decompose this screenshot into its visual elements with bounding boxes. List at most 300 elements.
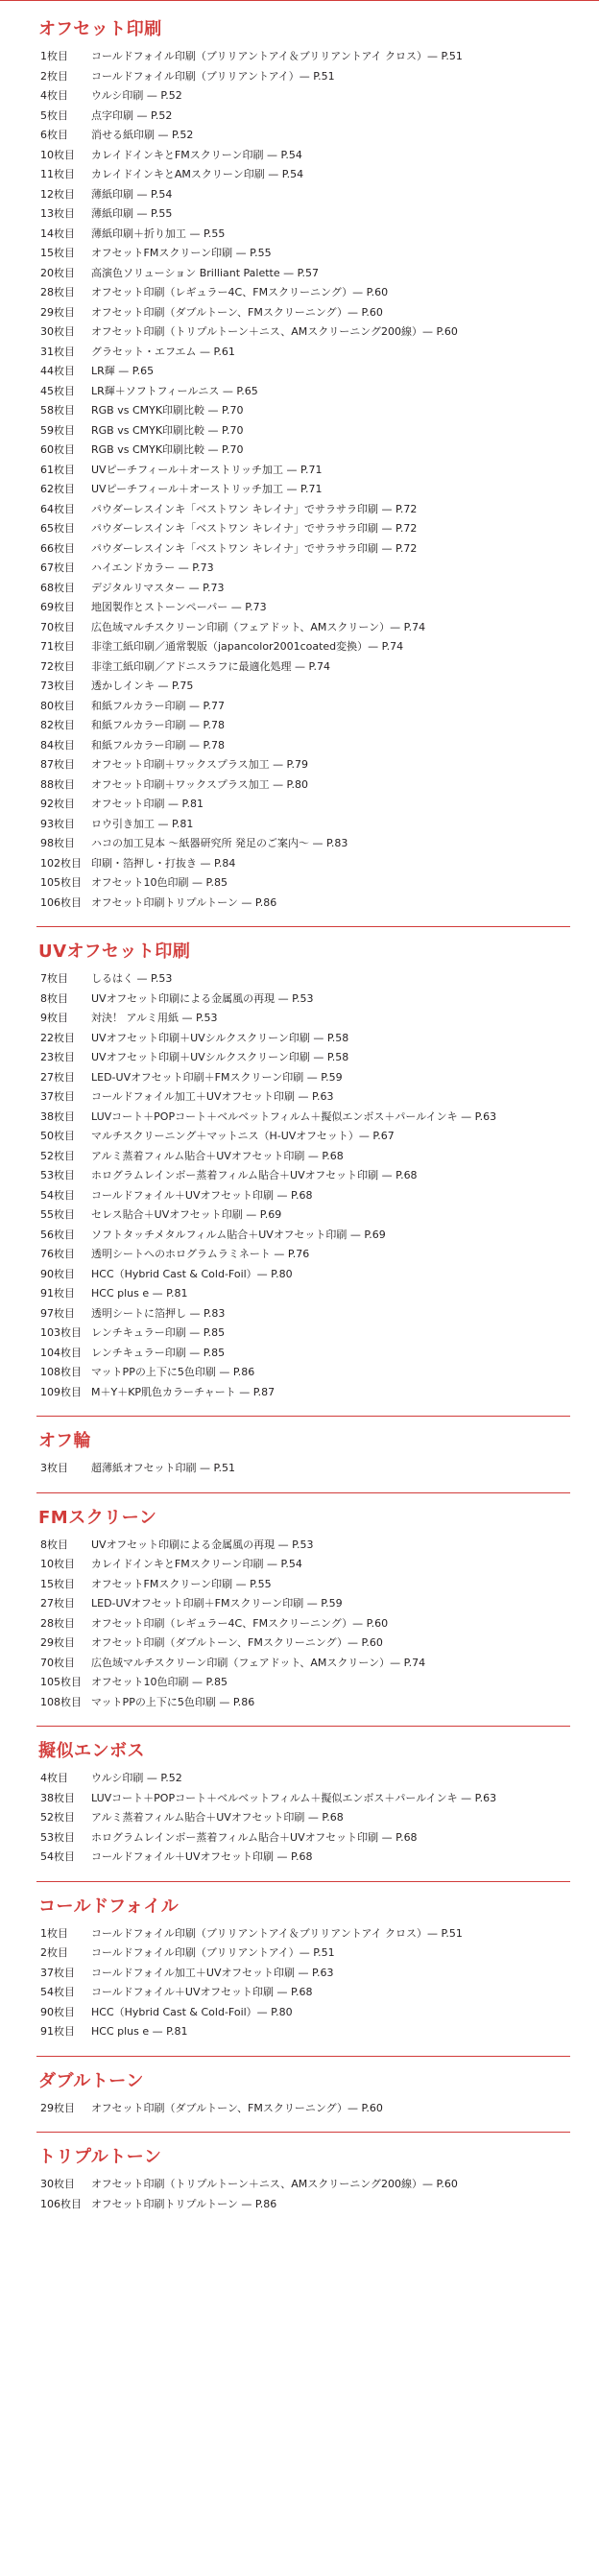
list-item — [36, 2003, 570, 2023]
list-item — [36, 1594, 570, 1614]
list-item — [36, 1029, 570, 1049]
sheet-number: 102枚目 — [40, 856, 82, 870]
section-divider — [36, 926, 570, 927]
list-item — [36, 1944, 570, 1964]
entry-text: セレス貼合＋UVオフセット印刷 — P.69 — [91, 1208, 282, 1221]
list-item — [36, 382, 570, 402]
entry-text: ハイエンドカラー — P.73 — [91, 561, 214, 574]
sheet-number: 28枚目 — [40, 1616, 75, 1630]
sheet-number: 30枚目 — [40, 325, 75, 338]
sheet-number: 53枚目 — [40, 1169, 75, 1181]
entry-text: オフセット10色印刷 — P.85 — [91, 876, 228, 889]
sheet-number: 50枚目 — [40, 1130, 75, 1142]
entry-text: レンチキュラー印刷 — P.85 — [91, 1346, 226, 1359]
entry-text: オフセット印刷（ダブルトーン、FMスクリーニング）— P.60 — [91, 1636, 383, 1649]
sheet-number: 20枚目 — [40, 266, 75, 279]
list-item — [36, 1344, 570, 1364]
entry-text: 地図製作とストーンペーパー — P.73 — [91, 601, 267, 613]
entry-list — [36, 1459, 570, 1479]
entry-text: しるはく — P.53 — [91, 972, 173, 985]
list-item — [36, 1964, 570, 1984]
sheet-number: 10枚目 — [40, 1558, 75, 1570]
sheet-number: 4枚目 — [40, 1772, 68, 1784]
list-item — [36, 1693, 570, 1713]
index-section — [36, 2070, 570, 2134]
entry-text: 高演色ソリューション Brilliant Palette — P.57 — [91, 266, 320, 279]
sheet-number: 97枚目 — [40, 1306, 75, 1320]
list-item — [36, 775, 570, 796]
list-item — [36, 1265, 570, 1285]
sheet-number: 105枚目 — [40, 876, 82, 889]
sheet-number: 72枚目 — [40, 659, 75, 673]
sheet-number: 67枚目 — [40, 561, 75, 574]
list-item — [36, 1614, 570, 1634]
list-item — [36, 755, 570, 775]
sheet-number: 52枚目 — [40, 1811, 75, 1824]
sheet-number: 2枚目 — [40, 1946, 68, 1959]
entry-text: ハコの加工見本 〜紙器研究所 発足のご案内〜 — P.83 — [91, 837, 348, 849]
sheet-number: 23枚目 — [40, 1051, 75, 1063]
sheet-number: 37枚目 — [40, 1090, 75, 1103]
list-item — [36, 1284, 570, 1304]
sheet-number: 10枚目 — [40, 148, 75, 161]
entry-text: オフセットFMスクリーン印刷 — P.55 — [91, 247, 272, 259]
entry-text: 和紙フルカラー印刷 — P.78 — [91, 738, 225, 751]
entry-text: M＋Y＋KP肌色カラーチャート — P.87 — [91, 1385, 276, 1398]
sheet-number: 7枚目 — [40, 972, 68, 985]
sheet-number: 27枚目 — [40, 1070, 75, 1084]
list-item — [36, 1304, 570, 1324]
entry-text: オフセット10色印刷 — P.85 — [91, 1676, 228, 1688]
sheet-number: 68枚目 — [40, 581, 75, 594]
entry-text: アルミ蒸着フィルム貼合＋UVオフセット印刷 — P.68 — [91, 1811, 344, 1824]
list-item — [36, 598, 570, 618]
list-item — [36, 1983, 570, 2003]
entry-text: 消せる紙印刷 — P.52 — [91, 129, 194, 141]
sheet-number: 56枚目 — [40, 1228, 75, 1241]
list-item — [36, 225, 570, 245]
sheet-number: 71枚目 — [40, 640, 75, 653]
list-item — [36, 1828, 570, 1849]
sheet-number: 87枚目 — [40, 758, 75, 771]
entry-text: 超薄紙オフセット印刷 — P.51 — [91, 1462, 235, 1474]
sheet-number: 58枚目 — [40, 404, 75, 417]
list-item — [36, 500, 570, 520]
list-item — [36, 1127, 570, 1147]
list-item — [36, 461, 570, 481]
list-item — [36, 969, 570, 990]
sheet-number: 90枚目 — [40, 2005, 75, 2018]
list-item — [36, 126, 570, 146]
sheet-number: 64枚目 — [40, 502, 75, 515]
sheet-number: 8枚目 — [40, 1538, 68, 1551]
list-item — [36, 894, 570, 914]
entry-text: オフセット印刷（レギュラー4C、FMスクリーニング）— P.60 — [91, 1616, 389, 1630]
list-item — [36, 1147, 570, 1167]
sheet-number: 104枚目 — [40, 1346, 82, 1359]
entry-text: UVオフセット印刷＋UVシルクスクリーン印刷 — P.58 — [91, 1051, 349, 1063]
list-item — [36, 1808, 570, 1828]
entry-text: 透明シートへのホログラムラミネート — P.76 — [91, 1248, 310, 1260]
sheet-number: 106枚目 — [40, 895, 82, 909]
entry-text: HCC（Hybrid Cast & Cold-Foil）— P.80 — [91, 2005, 293, 2018]
list-item — [36, 873, 570, 894]
entry-text: ホログラムレインボー蒸着フィルム貼合＋UVオフセット印刷 — P.68 — [91, 1169, 418, 1181]
entry-text: オフセット印刷＋ワックスプラス加工 — P.79 — [91, 758, 308, 771]
entry-text: HCC（Hybrid Cast & Cold-Foil）— P.80 — [91, 1267, 293, 1280]
list-item — [36, 343, 570, 363]
entry-text: ウルシ印刷 — P.52 — [91, 89, 182, 102]
list-item — [36, 421, 570, 441]
list-item — [36, 2195, 570, 2215]
sheet-number: 54枚目 — [40, 1850, 75, 1863]
list-item — [36, 264, 570, 284]
entry-text: RGB vs CMYK印刷比較 — P.70 — [91, 443, 244, 456]
entry-text: UVピーチフィール＋オーストリッチ加工 — P.71 — [91, 483, 323, 495]
sheet-number: 106枚目 — [40, 2197, 82, 2210]
list-item — [36, 1673, 570, 1693]
sheet-number: 1枚目 — [40, 1926, 68, 1940]
sheet-number: 59枚目 — [40, 423, 75, 437]
list-item — [36, 1068, 570, 1088]
index-section — [36, 1430, 570, 1493]
section-heading: 擬似エンボス — [38, 1741, 145, 1761]
section-heading: コールドフォイル — [38, 1896, 180, 1917]
list-item — [36, 539, 570, 560]
section-heading: FMスクリーン — [38, 1507, 157, 1528]
sheet-number: 103枚目 — [40, 1326, 82, 1339]
entry-text: オフセット印刷 — P.81 — [91, 798, 204, 810]
list-item — [36, 204, 570, 225]
entry-list — [36, 1536, 570, 1713]
sheet-number: 44枚目 — [40, 365, 75, 377]
sheet-number: 108枚目 — [40, 1695, 82, 1708]
entry-text: コールドフォイル＋UVオフセット印刷 — P.68 — [91, 1850, 313, 1863]
entry-text: UVオフセット印刷による金属風の再現 — P.53 — [91, 991, 314, 1005]
sheet-number: 88枚目 — [40, 777, 75, 791]
list-item — [36, 47, 570, 67]
sheet-number: 15枚目 — [40, 1577, 75, 1590]
entry-text: 印刷・箔押し・打抜き — P.84 — [91, 856, 236, 870]
entry-text: コールドフォイル印刷（ブリリアントアイ＆ブリリアントアイ クロス）— P.51 — [91, 50, 463, 62]
entry-text: パウダーレスインキ「ベストワン キレイナ」でサラサラ印刷 — P.72 — [91, 522, 418, 535]
entry-list — [36, 969, 570, 1402]
sheet-number: 82枚目 — [40, 719, 75, 731]
entry-text: アルミ蒸着フィルム貼合＋UVオフセット印刷 — P.68 — [91, 1149, 344, 1162]
sheet-number: 61枚目 — [40, 463, 75, 476]
entry-text: 透明シートに箔押し — P.83 — [91, 1306, 226, 1320]
sheet-number: 30枚目 — [40, 2178, 75, 2190]
list-item — [36, 1226, 570, 1246]
entry-text: グラセット・エフエム — P.61 — [91, 345, 235, 358]
entry-text: オフセット印刷トリプルトーン — P.86 — [91, 895, 277, 909]
sheet-number: 54枚目 — [40, 1986, 75, 1998]
entry-text: コールドフォイル印刷（ブリリアントアイ＆ブリリアントアイ クロス）— P.51 — [91, 1926, 463, 1940]
sheet-number: 70枚目 — [40, 1656, 75, 1669]
sheet-number: 29枚目 — [40, 1636, 75, 1649]
sheet-number: 29枚目 — [40, 2101, 75, 2114]
list-item — [36, 697, 570, 717]
sheet-number: 4枚目 — [40, 89, 68, 102]
entry-text: ホログラムレインボー蒸着フィルム貼合＋UVオフセット印刷 — P.68 — [91, 1830, 418, 1844]
list-item — [36, 657, 570, 678]
entry-text: HCC plus e — P.81 — [91, 2025, 188, 2038]
sheet-number: 84枚目 — [40, 738, 75, 751]
entry-text: マットPPの上下に5色印刷 — P.86 — [91, 1366, 255, 1378]
index-section — [36, 941, 570, 1417]
entry-text: RGB vs CMYK印刷比較 — P.70 — [91, 423, 244, 437]
section-divider — [36, 2056, 570, 2057]
entry-text: 透かしインキ — P.75 — [91, 680, 194, 692]
index-section — [36, 2146, 570, 2214]
list-item — [36, 2022, 570, 2042]
sheet-number: 45枚目 — [40, 384, 75, 397]
sheet-number: 90枚目 — [40, 1267, 75, 1280]
sheet-number: 31枚目 — [40, 345, 75, 358]
list-item — [36, 244, 570, 264]
entry-list — [36, 47, 570, 913]
entry-text: コールドフォイル加工＋UVオフセット印刷 — P.63 — [91, 1090, 334, 1103]
list-item — [36, 165, 570, 185]
entry-text: LUVコート＋POPコート＋ベルベットフィルム＋擬似エンボス＋パールインキ — P.63 — [91, 1791, 497, 1804]
entry-text: 広色域マルチスクリーン印刷（フェアドット、AMスクリーン）— P.74 — [91, 620, 426, 633]
list-item — [36, 1459, 570, 1479]
list-item — [36, 480, 570, 500]
index-section — [36, 18, 570, 927]
list-item — [36, 1536, 570, 1556]
sheet-number: 11枚目 — [40, 168, 75, 180]
entry-text: 非塗工紙印刷／アドニスラフに最適化処理 — P.74 — [91, 659, 330, 673]
section-divider — [36, 1416, 570, 1417]
entry-text: カレイドインキとAMスクリーン印刷 — P.54 — [91, 168, 304, 180]
sheet-number: 65枚目 — [40, 522, 75, 535]
entry-text: 薄紙印刷＋折り加工 — P.55 — [91, 227, 226, 240]
sheet-number: 8枚目 — [40, 991, 68, 1005]
entry-text: オフセット印刷（トリプルトーン＋ニス、AMスクリーニング200線）— P.60 — [91, 325, 458, 338]
list-item — [36, 677, 570, 697]
list-item — [36, 1848, 570, 1868]
list-item — [36, 322, 570, 343]
section-heading: オフセット印刷 — [38, 19, 162, 39]
sheet-number: 73枚目 — [40, 680, 75, 692]
entry-text: HCC plus e — P.81 — [91, 1287, 188, 1300]
index-section — [36, 1507, 570, 1728]
sheet-number: 70枚目 — [40, 620, 75, 633]
sheet-number: 108枚目 — [40, 1366, 82, 1378]
sheet-number: 55枚目 — [40, 1208, 75, 1221]
entry-text: ロウ引き加工 — P.81 — [91, 817, 194, 830]
entry-text: コールドフォイル＋UVオフセット印刷 — P.68 — [91, 1188, 313, 1202]
sheet-number: 28枚目 — [40, 286, 75, 298]
sheet-number: 62枚目 — [40, 483, 75, 495]
sheet-number: 91枚目 — [40, 2025, 75, 2038]
entry-text: コールドフォイル＋UVオフセット印刷 — P.68 — [91, 1986, 313, 1998]
list-item — [36, 1087, 570, 1108]
list-item — [36, 834, 570, 854]
list-item — [36, 559, 570, 579]
entry-text: マットPPの上下に5色印刷 — P.86 — [91, 1695, 255, 1708]
sheet-number: 98枚目 — [40, 837, 75, 849]
sheet-number: 12枚目 — [40, 187, 75, 201]
entry-list — [36, 2099, 570, 2119]
section-divider — [36, 1726, 570, 1727]
entry-text: オフセット印刷（レギュラー4C、FMスクリーニング）— P.60 — [91, 286, 389, 298]
section-heading: ダブルトーン — [38, 2070, 144, 2091]
list-item — [36, 441, 570, 461]
list-item — [36, 362, 570, 382]
entry-text: 広色域マルチスクリーン印刷（フェアドット、AMスクリーン）— P.74 — [91, 1656, 426, 1669]
list-item — [36, 795, 570, 815]
section-heading: オフ輪 — [38, 1431, 91, 1451]
list-item — [36, 185, 570, 205]
entry-text: 対決！ アルミ用紙 — P.53 — [91, 1012, 218, 1024]
list-item — [36, 1108, 570, 1128]
sheet-number: 80枚目 — [40, 699, 75, 712]
entry-text: 和紙フルカラー印刷 — P.78 — [91, 719, 225, 731]
list-item — [36, 854, 570, 874]
entry-text: カレイドインキとFMスクリーン印刷 — P.54 — [91, 148, 302, 161]
list-item — [36, 1769, 570, 1789]
sheet-number: 91枚目 — [40, 1287, 75, 1300]
entry-text: LR輝＋ソフトフィールニス — P.65 — [91, 384, 258, 397]
sheet-number: 29枚目 — [40, 305, 75, 319]
list-item — [36, 1575, 570, 1595]
entry-text: オフセット印刷トリプルトーン — P.86 — [91, 2197, 277, 2210]
list-item — [36, 86, 570, 107]
sheet-number: 92枚目 — [40, 798, 75, 810]
sheet-number: 69枚目 — [40, 601, 75, 613]
list-item — [36, 815, 570, 835]
list-item — [36, 2175, 570, 2195]
entry-text: オフセット印刷（ダブルトーン、FMスクリーニング）— P.60 — [91, 305, 383, 319]
entry-text: マルチスクリーニング＋マットニス（H-UVオフセット）— P.67 — [91, 1130, 395, 1142]
list-item — [36, 1654, 570, 1674]
list-item — [36, 401, 570, 421]
list-item — [36, 1166, 570, 1186]
list-item — [36, 990, 570, 1010]
section-heading: UVオフセット印刷 — [38, 942, 191, 962]
list-item — [36, 107, 570, 127]
index-section — [36, 1896, 570, 2057]
list-item — [36, 1186, 570, 1206]
section-divider — [36, 1881, 570, 1882]
list-item — [36, 146, 570, 166]
list-item — [36, 1383, 570, 1403]
list-item — [36, 1924, 570, 1944]
sheet-number: 53枚目 — [40, 1830, 75, 1844]
entry-text: ウルシ印刷 — P.52 — [91, 1772, 182, 1784]
sheet-number: 5枚目 — [40, 108, 68, 122]
list-item — [36, 303, 570, 323]
sheet-number: 76枚目 — [40, 1248, 75, 1260]
entry-text: レンチキュラー印刷 — P.85 — [91, 1326, 226, 1339]
sheet-number: 6枚目 — [40, 129, 68, 141]
list-item — [36, 716, 570, 736]
sheet-number: 3枚目 — [40, 1462, 68, 1474]
entry-list — [36, 1769, 570, 1868]
entry-text: LR輝 — P.65 — [91, 365, 155, 377]
sheet-number: 54枚目 — [40, 1188, 75, 1202]
list-item — [36, 618, 570, 638]
list-item — [36, 1245, 570, 1265]
sheet-number: 60枚目 — [40, 443, 75, 456]
entry-text: コールドフォイル加工＋UVオフセット印刷 — P.63 — [91, 1966, 334, 1979]
entry-text: コールドフォイル印刷（ブリリアントアイ）— P.51 — [91, 1946, 335, 1959]
sheet-number: 37枚目 — [40, 1966, 75, 1979]
list-item — [36, 736, 570, 756]
list-item — [36, 579, 570, 599]
list-item — [36, 1789, 570, 1809]
list-item — [36, 1324, 570, 1344]
entry-text: UVオフセット印刷による金属風の再現 — P.53 — [91, 1538, 314, 1551]
entry-text: デジタルリマスター — P.73 — [91, 581, 225, 594]
sheet-number: 22枚目 — [40, 1031, 75, 1044]
entry-text: RGB vs CMYK印刷比較 — P.70 — [91, 404, 244, 417]
section-divider — [36, 2132, 570, 2133]
entry-text: 薄紙印刷 — P.55 — [91, 207, 173, 220]
entry-text: 和紙フルカラー印刷 — P.77 — [91, 699, 225, 712]
entry-text: オフセット印刷（トリプルトーン＋ニス、AMスクリーニング200線）— P.60 — [91, 2178, 458, 2190]
list-item — [36, 1048, 570, 1068]
entry-text: パウダーレスインキ「ベストワン キレイナ」でサラサラ印刷 — P.72 — [91, 502, 418, 515]
sheet-number: 14枚目 — [40, 227, 75, 240]
sheet-number: 52枚目 — [40, 1149, 75, 1162]
sheet-number: 2枚目 — [40, 69, 68, 83]
list-item — [36, 1363, 570, 1383]
entry-text: 非塗工紙印刷／通常製版（japancolor2001coated変換）— P.74 — [91, 640, 404, 653]
entry-list — [36, 1924, 570, 2042]
list-item — [36, 283, 570, 303]
entry-text: 薄紙印刷 — P.54 — [91, 187, 173, 201]
list-item — [36, 1555, 570, 1575]
sheet-number: 38枚目 — [40, 1109, 75, 1123]
sheet-number: 105枚目 — [40, 1676, 82, 1688]
entry-text: カレイドインキとFMスクリーン印刷 — P.54 — [91, 1558, 302, 1570]
entry-text: LED-UVオフセット印刷＋FMスクリーン印刷 — P.59 — [91, 1070, 343, 1084]
sheet-number: 38枚目 — [40, 1791, 75, 1804]
entry-text: UVオフセット印刷＋UVシルクスクリーン印刷 — P.58 — [91, 1031, 349, 1044]
entry-text: オフセット印刷＋ワックスプラス加工 — P.80 — [91, 777, 308, 791]
entry-text: UVピーチフィール＋オーストリッチ加工 — P.71 — [91, 463, 323, 476]
entry-list — [36, 2175, 570, 2214]
entry-text: LED-UVオフセット印刷＋FMスクリーン印刷 — P.59 — [91, 1597, 343, 1610]
list-item — [36, 1205, 570, 1226]
list-item — [36, 1634, 570, 1654]
entry-text: オフセットFMスクリーン印刷 — P.55 — [91, 1577, 272, 1590]
list-item — [36, 519, 570, 539]
sheet-number: 15枚目 — [40, 247, 75, 259]
sheet-number: 9枚目 — [40, 1012, 68, 1024]
entry-text: コールドフォイル印刷（ブリリアントアイ）— P.51 — [91, 69, 335, 83]
sheet-number: 1枚目 — [40, 50, 68, 62]
index-section — [36, 1740, 570, 1882]
list-item — [36, 637, 570, 657]
list-item — [36, 2099, 570, 2119]
sheet-number: 109枚目 — [40, 1385, 82, 1398]
list-item — [36, 67, 570, 87]
entry-text: LUVコート＋POPコート＋ベルベットフィルム＋擬似エンボス＋パールインキ — P.63 — [91, 1109, 497, 1123]
list-item — [36, 1009, 570, 1029]
entry-text: ソフトタッチメタルフィルム貼合＋UVオフセット印刷 — P.69 — [91, 1228, 386, 1241]
section-divider — [36, 1492, 570, 1493]
sheet-number: 13枚目 — [40, 207, 75, 220]
sheet-number: 66枚目 — [40, 541, 75, 555]
section-heading: トリプルトーン — [38, 2147, 162, 2167]
sheet-number: 27枚目 — [40, 1597, 75, 1610]
entry-text: 点字印刷 — P.52 — [91, 108, 173, 122]
entry-text: パウダーレスインキ「ベストワン キレイナ」でサラサラ印刷 — P.72 — [91, 541, 418, 555]
entry-text: オフセット印刷（ダブルトーン、FMスクリーニング）— P.60 — [91, 2101, 383, 2114]
